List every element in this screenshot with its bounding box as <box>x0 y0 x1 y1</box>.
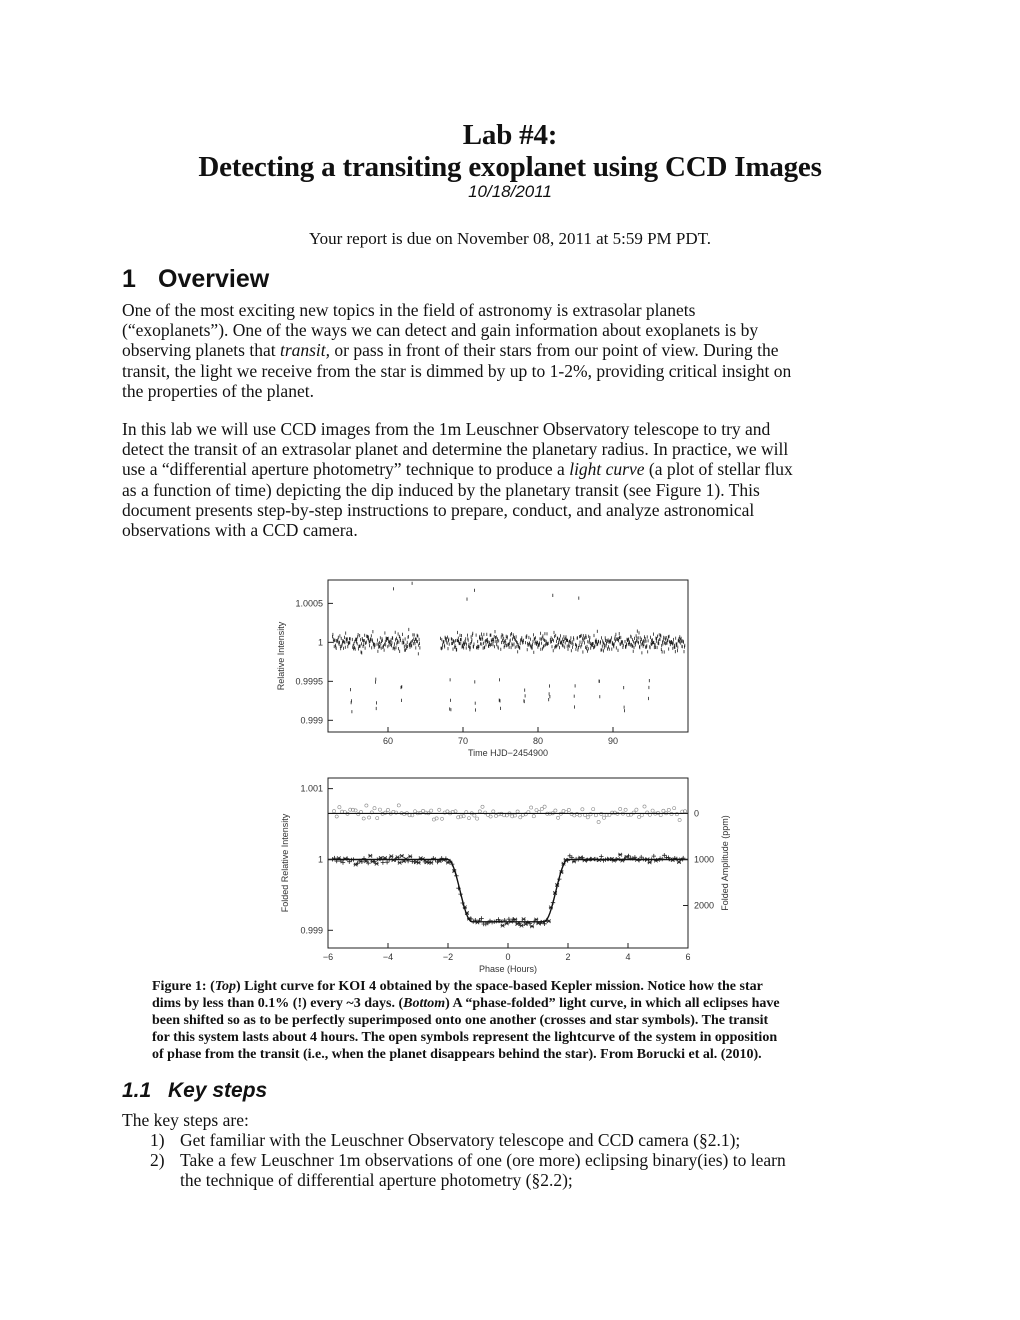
subsection-number: 1.1 <box>122 1079 152 1102</box>
bottom-data-points <box>330 804 686 928</box>
section-1-heading <box>122 265 269 294</box>
top-x-axis-label: Time HJD−2454900 <box>468 748 548 758</box>
top-y-tick-label: 0.9995 <box>295 676 323 687</box>
emphasis-transit: transit, <box>279 340 331 361</box>
bottom-x-tick-label: 4 <box>625 952 631 962</box>
bottom-x-tick-label: −4 <box>382 952 394 962</box>
paragraph-line: transit, the light we receive from the star is dimmed by up to 1-2%, providing critical insight on <box>122 360 792 381</box>
top-light-curve-panel <box>276 580 688 758</box>
bottom-y-tick-label: 1 <box>317 854 323 865</box>
top-x-tick-label: 60 <box>382 736 394 746</box>
paragraph-line: In this lab we will use CCD images from the 1m Leuschner Observatory telescope to try and <box>122 419 771 439</box>
top-x-tick-label: 80 <box>532 736 544 746</box>
overview-paragraph-2 <box>122 419 902 540</box>
bottom-x-tick-label: 2 <box>565 952 571 962</box>
overview-paragraph-1 <box>122 300 902 401</box>
bottom-folded-curve-panel <box>280 778 730 974</box>
list-item-number: 1) <box>150 1130 165 1150</box>
caption-line: of phase from the transit (i.e., when the planet disappears behind the star). From Borucki et al. (2010). <box>152 1047 762 1062</box>
date: 10/18/2011 <box>468 182 552 201</box>
paragraph-line: observations with a CCD camera. <box>122 520 358 541</box>
list-item-text: the technique of differential aperture photometry (§2.2); <box>180 1170 573 1191</box>
top-y-axis-label: Relative Intensity <box>276 621 286 691</box>
cross-symbol-points <box>330 853 685 926</box>
section-1-1-heading <box>122 1079 267 1103</box>
paragraph-line: (“exoplanets”). One of the ways we can detect and gain information about exoplanets is by <box>122 320 759 341</box>
bottom-x-tick-label: −2 <box>442 952 454 962</box>
top-y-tick-label: 1 <box>317 637 323 648</box>
caption-line: been shifted so as to be perfectly superimposed onto one another (crosses and star symbols). The transit <box>152 1013 769 1028</box>
top-x-tick-label: 70 <box>457 736 469 746</box>
list-item-text: Take a few Leuschner 1m observations of one (ore more) eclipsing binary(ies) to learn <box>180 1150 786 1171</box>
bottom-x-tick-label: 0 <box>505 952 511 962</box>
paragraph-line: observing planets that transit, or pass in front of their stars from our point of view. During the <box>122 340 779 361</box>
bottom-right-y-axis-label: Folded Amplitude (ppm) <box>720 815 730 911</box>
top-data-points <box>333 582 685 714</box>
subsection-title: Key steps <box>168 1079 268 1102</box>
top-y-tick-label: 1.0005 <box>295 598 323 609</box>
section-title: Overview <box>158 265 270 293</box>
bottom-y-tick-label: 1.001 <box>300 783 323 794</box>
caption-line: for this system lasts about 4 hours. The open symbols represent the lightcurve of the system in opposition <box>152 1030 778 1045</box>
paragraph-line: One of the most exciting new topics in the field of astronomy is extrasolar planets <box>122 300 696 320</box>
top-plot-frame <box>328 580 688 732</box>
transit-model-curve <box>328 860 688 922</box>
paragraph-line: use a “differential aperture photometry” technique to produce a light curve (a plot of stellar flux <box>122 459 793 480</box>
star-symbol-points <box>337 853 683 928</box>
bottom-x-tick-label: 6 <box>685 952 691 962</box>
top-axis-ticks <box>295 598 618 746</box>
bottom-right-y-tick-label: 2000 <box>694 900 715 911</box>
title-line-1: Lab #4: <box>462 119 558 151</box>
key-steps-intro: The key steps are: <box>122 1110 249 1130</box>
bottom-x-axis-label: Phase (Hours) <box>478 964 538 974</box>
top-x-tick-label: 90 <box>607 736 619 746</box>
paragraph-line: the properties of the planet. <box>122 380 314 401</box>
key-steps-list <box>150 1130 910 1191</box>
bottom-y-tick-label: 0.999 <box>300 925 323 936</box>
figure-1-light-curves <box>270 572 730 980</box>
list-item-text: Get familiar with the Leuschner Observatory telescope and CCD camera (§2.1); <box>180 1130 741 1150</box>
due-date-notice: Your report is due on November 08, 2011 at 5:59 PM PDT. <box>309 229 711 248</box>
bottom-right-y-tick-label: 0 <box>694 808 700 819</box>
top-y-tick-label: 0.999 <box>300 715 323 726</box>
list-item <box>150 1130 910 1150</box>
top-flux-points <box>333 582 685 714</box>
emphasis-light-curve: light curve <box>569 459 645 480</box>
figure-1-caption <box>152 978 912 1063</box>
list-item-number: 2) <box>150 1150 165 1171</box>
caption-line: dims by less than 0.1% (!) every ~3 days. (Bottom) A “phase-folded” light curve, in which all eclipses have <box>152 996 780 1011</box>
bottom-axis-ticks <box>300 784 714 962</box>
caption-line: Figure 1: (Top) Light curve for KOI 4 obtained by the space-based Kepler mission. Notice how the star <box>152 979 763 994</box>
section-number: 1 <box>122 265 136 293</box>
list-item <box>150 1150 910 1190</box>
paragraph-line: as a function of time) depicting the dip induced by the planetary transit (see Figure 1). This <box>122 479 760 500</box>
paragraph-line: document presents step-by-step instructions to prepare, conduct, and analyze astronomical <box>122 499 755 520</box>
title-line-2: Detecting a transiting exoplanet using CCD Images <box>198 151 822 183</box>
bottom-x-tick-label: −6 <box>322 952 334 962</box>
paragraph-line: detect the transit of an extrasolar planet and determine the planetary radius. In practice, we will <box>122 439 789 460</box>
bottom-right-y-tick-label: 1000 <box>694 854 715 865</box>
bottom-y-axis-label: Folded Relative Intensity <box>280 813 290 913</box>
